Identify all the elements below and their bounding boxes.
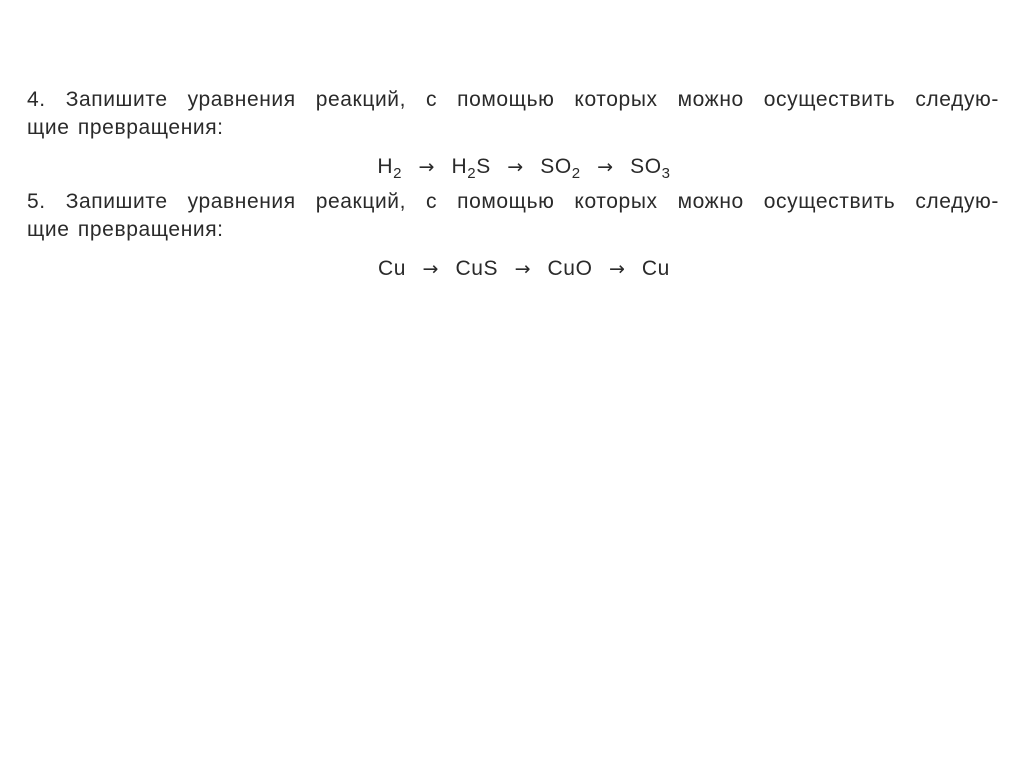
task-5-line-1: 5. Запишите уравнения реакций, с помощью которых можно осуществить следую- (27, 190, 999, 213)
task-5-chain (27, 256, 999, 282)
task-4 (27, 86, 999, 180)
formula-cu: Cu (378, 257, 407, 280)
task-4-line-1: 4. Запишите уравнения реакций, с помощью которых можно осуществить следую- (27, 88, 999, 111)
formula-so2: $SO_2$ (540, 155, 581, 182)
arrow-icon: → (608, 258, 626, 280)
arrow-icon: → (514, 258, 532, 280)
arrow-icon: → (507, 156, 524, 178)
formula-h2: $H_2$ (377, 155, 403, 182)
arrow-icon: → (422, 258, 440, 280)
formula-cuo: CuO (547, 257, 593, 280)
task-4-text (27, 86, 999, 142)
formula-h2s: $H_2S$ (451, 155, 491, 182)
task-4-line-2: щие превращения: (27, 116, 224, 139)
task-5-line-2: щие превращения: (27, 218, 224, 241)
arrow-icon: → (418, 156, 436, 178)
task-4-chain (27, 154, 999, 180)
task-5 (27, 188, 999, 282)
arrow-icon: → (597, 156, 614, 178)
formula-so3: $SO_3$ (630, 155, 671, 182)
formula-cus: CuS (455, 257, 499, 280)
task-5-text (27, 188, 999, 244)
formula-cu-final: Cu (641, 257, 670, 280)
